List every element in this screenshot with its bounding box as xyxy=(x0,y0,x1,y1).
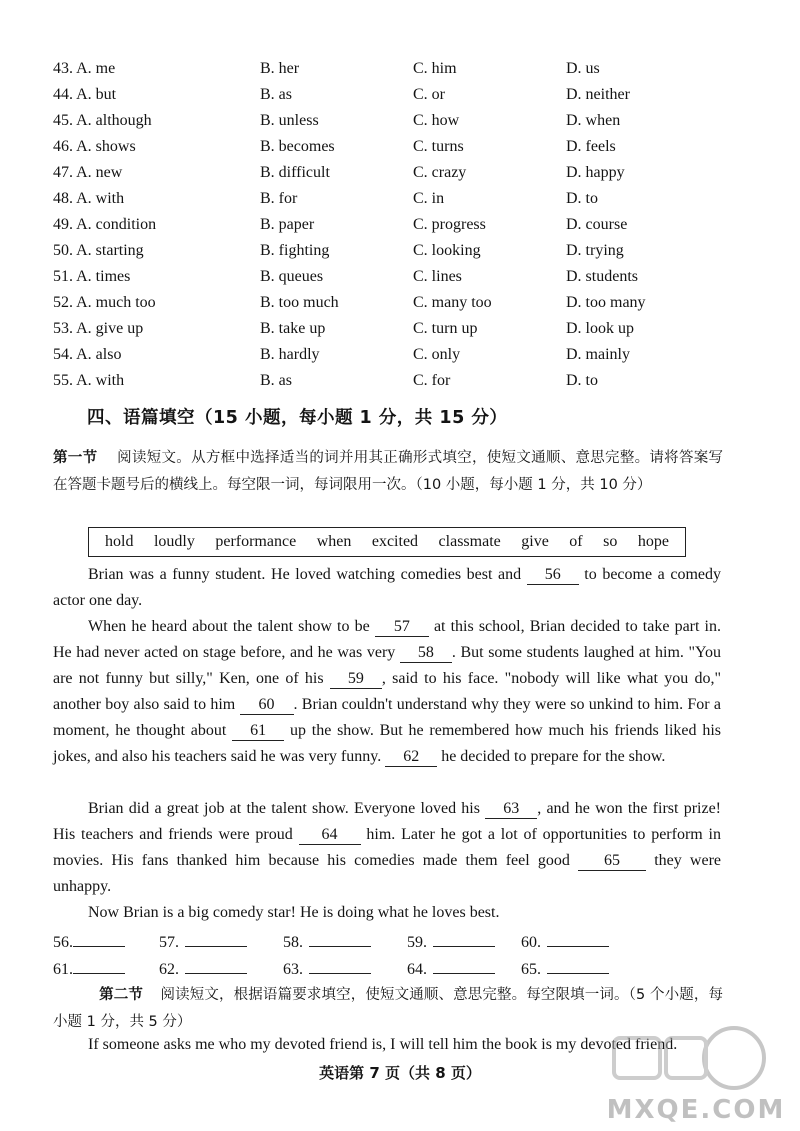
watermark-text: MXQE.COM xyxy=(606,1095,786,1125)
option-c[interactable]: C. turns xyxy=(413,138,464,155)
text: , and he won the first prize! His teachers and friends were proud xyxy=(53,800,721,843)
option-d[interactable]: D. mainly xyxy=(566,346,630,363)
answer-line[interactable] xyxy=(309,957,371,974)
option-a[interactable]: 47. A. new xyxy=(53,164,123,181)
text: to become a comedy actor one day. xyxy=(53,566,721,609)
answer-number: 59. xyxy=(407,934,427,951)
word-box-item: when xyxy=(316,533,352,550)
option-row xyxy=(0,60,800,86)
option-a[interactable]: 54. A. also xyxy=(53,346,122,363)
option-b[interactable]: B. becomes xyxy=(260,138,335,155)
answer-number: 61. xyxy=(53,961,73,978)
option-a[interactable]: 55. A. with xyxy=(53,372,125,389)
text: they were unhappy. xyxy=(53,852,722,895)
answer-row xyxy=(53,930,693,956)
option-c[interactable]: C. or xyxy=(413,86,445,103)
part2-instruction-text: 阅读短文，根据语篇要求填空，使短文通顺、意思完整。每空限填一词。（5 个小题，每小题 1 分，共 5 分） xyxy=(53,987,724,1030)
word-box-item: classmate xyxy=(438,533,501,550)
answer-slot xyxy=(53,957,125,979)
word-box-item: so xyxy=(603,533,618,550)
option-a[interactable]: 51. A. times xyxy=(53,268,131,285)
answer-slot xyxy=(283,930,371,952)
word-box-item: excited xyxy=(371,533,419,550)
answer-slot xyxy=(53,930,125,952)
option-d[interactable]: D. look up xyxy=(566,320,634,337)
part1-label: 第一节 xyxy=(53,450,98,466)
section-title: 四、语篇填空（15 小题，每小题 1 分，共 15 分） xyxy=(87,408,508,428)
option-c[interactable]: C. progress xyxy=(413,216,486,233)
option-d[interactable]: D. to xyxy=(566,190,598,207)
answer-line[interactable] xyxy=(73,930,125,947)
option-c[interactable]: C. crazy xyxy=(413,164,467,181)
answer-slot xyxy=(159,957,247,979)
blank-63[interactable]: 63 xyxy=(485,800,537,819)
word-box-item: of xyxy=(569,533,583,550)
answer-number: 60. xyxy=(521,934,541,951)
option-c[interactable]: C. in xyxy=(413,190,445,207)
option-b[interactable]: B. unless xyxy=(260,112,319,129)
option-row xyxy=(0,216,800,242)
answer-line[interactable] xyxy=(185,930,247,947)
option-d[interactable]: D. feels xyxy=(566,138,616,155)
part2-label: 第二节 xyxy=(99,987,144,1003)
word-box-item: hope xyxy=(637,533,669,550)
answer-number: 63. xyxy=(283,961,303,978)
option-row xyxy=(0,242,800,268)
watermark-logo xyxy=(606,1020,786,1125)
option-row xyxy=(0,138,800,164)
answer-slot xyxy=(521,930,609,952)
option-b[interactable]: B. as xyxy=(260,86,292,103)
answer-number: 65. xyxy=(521,961,541,978)
option-row xyxy=(0,112,800,138)
blank-57[interactable]: 57 xyxy=(375,618,429,637)
option-a[interactable]: 46. A. shows xyxy=(53,138,136,155)
answer-line[interactable] xyxy=(547,930,609,947)
text: him. Later he got a lot of opportunities to perform in movies. His fans thanked him because his comedies made them feel good xyxy=(53,826,722,869)
option-d[interactable]: D. to xyxy=(566,372,598,389)
answer-line[interactable] xyxy=(433,957,495,974)
answer-number: 58. xyxy=(283,934,303,951)
page-footer: 英语第 7 页（共 8 页） xyxy=(319,1064,481,1082)
answer-line[interactable] xyxy=(309,930,371,947)
option-c[interactable]: C. only xyxy=(413,346,461,363)
option-row xyxy=(0,268,800,294)
option-c[interactable]: C. him xyxy=(413,60,457,77)
text: . But some students laughed at him. "You are not funny but silly," Ken, one of his xyxy=(53,644,721,687)
option-a[interactable]: 43. A. me xyxy=(53,60,116,77)
word-box-item: loudly xyxy=(153,533,195,550)
option-a[interactable]: 48. A. with xyxy=(53,190,125,207)
blank-65[interactable]: 65 xyxy=(578,852,646,871)
option-d[interactable]: D. neither xyxy=(566,86,630,103)
word-box-item: hold xyxy=(105,533,134,550)
option-d[interactable]: D. trying xyxy=(566,242,624,259)
answer-line[interactable] xyxy=(433,930,495,947)
part2-first-line: If someone asks me who my devoted friend is, I will tell him the book is my devoted friend. xyxy=(88,1036,678,1053)
option-b[interactable]: B. queues xyxy=(260,268,324,285)
option-d[interactable]: D. when xyxy=(566,112,621,129)
part1-instruction xyxy=(53,445,723,499)
option-b[interactable]: B. take up xyxy=(260,320,326,337)
option-a[interactable]: 49. A. condition xyxy=(53,216,157,233)
blank-61[interactable]: 61 xyxy=(232,722,284,741)
option-b[interactable]: B. for xyxy=(260,190,298,207)
option-c[interactable]: C. how xyxy=(413,112,460,129)
word-box xyxy=(88,527,686,557)
blank-58[interactable]: 58 xyxy=(400,644,452,663)
answer-number: 64. xyxy=(407,961,427,978)
option-row xyxy=(0,372,800,398)
answer-number: 62. xyxy=(159,961,179,978)
answer-row xyxy=(53,957,693,983)
text: up the show. But he remembered how much his friends liked his jokes, and also his teachers said he was very funny. xyxy=(53,722,721,765)
text: Brian did a great job at the talent show. Everyone loved his xyxy=(88,800,486,817)
option-a[interactable]: 45. A. although xyxy=(53,112,152,129)
option-row xyxy=(0,294,800,320)
answer-slot xyxy=(407,957,495,979)
answer-slot xyxy=(283,957,371,979)
passage-paragraph-4: Now Brian is a big comedy star! He is doing what he loves best. xyxy=(88,904,500,921)
option-b[interactable]: B. too much xyxy=(260,294,339,311)
option-b[interactable]: B. her xyxy=(260,60,300,77)
text: at this school, Brian decided to take part in. He had never acted on stage before, and he was very xyxy=(53,618,722,661)
option-d[interactable]: D. students xyxy=(566,268,638,285)
text: he decided to prepare for the show. xyxy=(437,748,666,765)
option-c[interactable]: C. many too xyxy=(413,294,492,311)
blank-62[interactable]: 62 xyxy=(385,748,437,767)
text: , said to his face. "nobody will like what you do," another boy also said to him xyxy=(53,670,722,713)
answer-slot xyxy=(159,930,247,952)
word-box-item: performance xyxy=(215,533,297,550)
option-a[interactable]: 52. A. much too xyxy=(53,294,156,311)
blank-60[interactable]: 60 xyxy=(240,696,294,715)
option-row xyxy=(0,164,800,190)
option-b[interactable]: B. as xyxy=(260,372,292,389)
passage-paragraph-2 xyxy=(53,614,721,770)
blank-64[interactable]: 64 xyxy=(299,826,361,845)
option-d[interactable]: D. course xyxy=(566,216,628,233)
option-a[interactable]: 53. A. give up xyxy=(53,320,144,337)
blank-56[interactable]: 56 xyxy=(527,566,579,585)
option-d[interactable]: D. too many xyxy=(566,294,646,311)
text: When he heard about the talent show to be xyxy=(88,618,375,635)
answer-line[interactable] xyxy=(73,957,125,974)
option-c[interactable]: C. looking xyxy=(413,242,481,259)
option-a[interactable]: 50. A. starting xyxy=(53,242,144,259)
option-d[interactable]: D. happy xyxy=(566,164,625,181)
option-d[interactable]: D. us xyxy=(566,60,600,77)
passage-paragraph-1 xyxy=(53,562,721,614)
answer-line[interactable] xyxy=(547,957,609,974)
answer-slot xyxy=(521,957,609,979)
answer-line[interactable] xyxy=(185,957,247,974)
text: . Brian couldn't understand why they were so unkind to him. For a moment, he thought about xyxy=(53,696,722,739)
word-box-item: give xyxy=(521,533,549,550)
option-b[interactable]: B. fighting xyxy=(260,242,330,259)
option-b[interactable]: B. hardly xyxy=(260,346,320,363)
part1-instruction-text: 阅读短文。从方框中选择适当的词并用其正确形式填空，使短文通顺、意思完整。请将答案写在答题卡题号后的横线上。每空限一词，每词限用一次。（10 小题，每小题 1 分，共 10 分） xyxy=(53,450,724,493)
answer-number: 57. xyxy=(159,934,179,951)
blank-59[interactable]: 59 xyxy=(330,670,382,689)
option-row xyxy=(0,86,800,112)
text: Brian was a funny student. He loved watching comedies best and xyxy=(88,566,527,583)
option-row xyxy=(0,346,800,372)
option-c[interactable]: C. lines xyxy=(413,268,462,285)
option-c[interactable]: C. turn up xyxy=(413,320,478,337)
option-row xyxy=(0,190,800,216)
option-a[interactable]: 44. A. but xyxy=(53,86,117,103)
option-c[interactable]: C. for xyxy=(413,372,451,389)
option-b[interactable]: B. paper xyxy=(260,216,315,233)
passage-paragraph-3 xyxy=(53,796,721,900)
option-row xyxy=(0,320,800,346)
option-b[interactable]: B. difficult xyxy=(260,164,330,181)
answer-number: 56. xyxy=(53,934,73,951)
answer-slot xyxy=(407,930,495,952)
